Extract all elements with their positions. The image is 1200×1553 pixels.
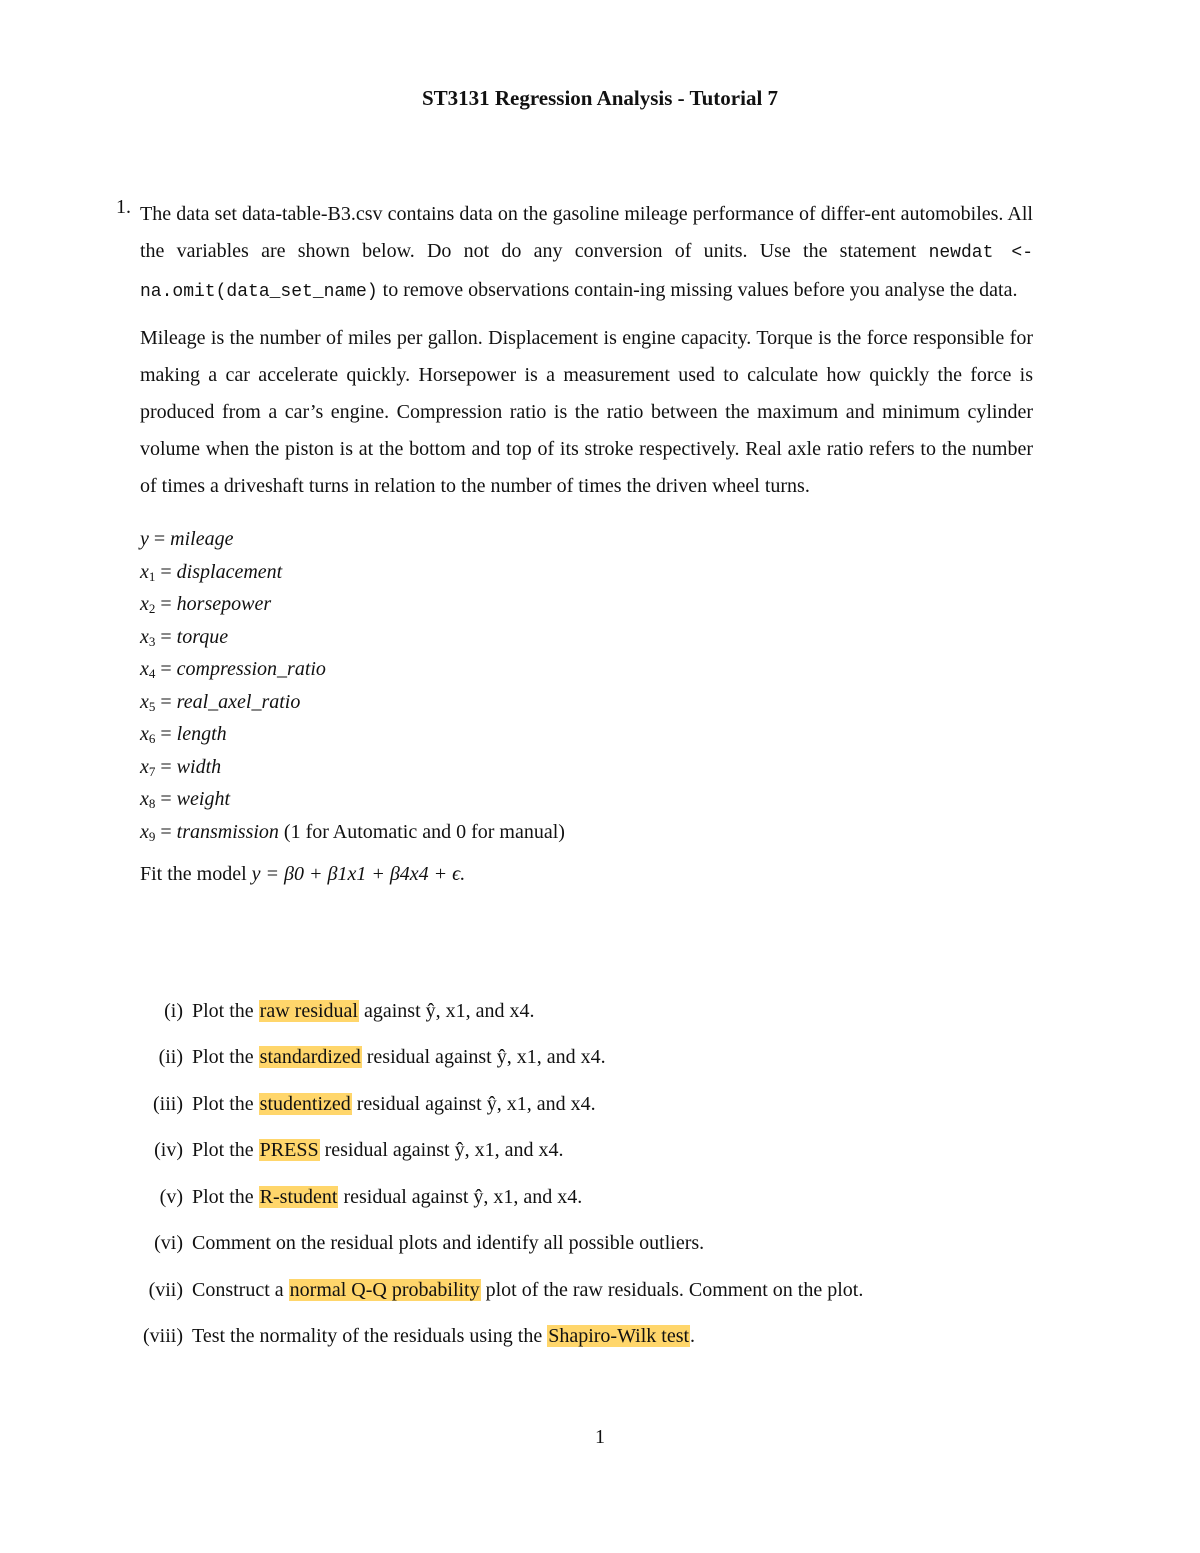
subpart-label: (iii) bbox=[153, 1093, 183, 1115]
subpart-vi bbox=[0, 1228, 1100, 1258]
subpart-text: . bbox=[690, 1325, 696, 1347]
var-note: (1 for Automatic and 0 for manual) bbox=[283, 820, 565, 843]
subpart-v bbox=[0, 1182, 1100, 1212]
intro-text-a: The data set data-table-B3.csv contains data on the gasoline mileage performance of differ-ent automobiles. All the variables are shown below. Do not do any conversion of units. Use the statement bbox=[140, 203, 1033, 262]
subpart-vii bbox=[0, 1275, 1100, 1305]
var-subscript: 2 bbox=[148, 601, 156, 616]
var-name: torque bbox=[176, 625, 229, 648]
subpart-text: against ŷ, x1, and x4. bbox=[363, 1000, 535, 1022]
var-name: compression_ratio bbox=[176, 658, 326, 680]
highlight: normal Q-Q probability bbox=[289, 1279, 480, 1301]
intro-text-b: to remove observations contain-ing missing values before you analyse the data. bbox=[382, 279, 1018, 301]
definition-x7: $x_7$ = width bbox=[140, 755, 222, 779]
var-name: width bbox=[176, 755, 222, 778]
subpart-text: Plot the bbox=[192, 1000, 254, 1022]
definition-x8: $x_8$ = weight bbox=[140, 788, 231, 811]
question-body bbox=[140, 196, 1033, 890]
var-subscript: 4 bbox=[148, 666, 156, 681]
highlight: studentized bbox=[259, 1093, 351, 1115]
var-subscript: 8 bbox=[148, 796, 156, 811]
var-name: horsepower bbox=[176, 593, 272, 615]
var-subscript: 9 bbox=[148, 828, 156, 844]
subpart-i bbox=[0, 996, 1100, 1026]
model-prefix: Fit the model bbox=[140, 863, 247, 885]
question-number: 1. bbox=[116, 196, 131, 218]
var-subscript: 7 bbox=[148, 763, 156, 779]
definition-x6: $x_6$ = length bbox=[140, 723, 227, 746]
var-name: weight bbox=[176, 788, 231, 810]
definition-x9: $x_9$ = transmission (1 for Automatic and 0 for manual) bbox=[140, 820, 565, 844]
highlight: PRESS bbox=[259, 1139, 319, 1161]
var-symbol: x bbox=[140, 788, 149, 810]
subpart-iv bbox=[0, 1135, 1100, 1165]
var-symbol: x bbox=[140, 593, 149, 615]
model-equation: y = β0 + β1x1 + β4x4 + ϵ. bbox=[251, 863, 466, 885]
subpart-text: Construct a bbox=[192, 1279, 284, 1301]
subpart-ii bbox=[0, 1042, 1100, 1072]
subpart-iii bbox=[0, 1089, 1100, 1119]
var-subscript: 3 bbox=[148, 633, 156, 649]
subpart-label: (ii) bbox=[158, 1046, 183, 1068]
definition-x2: $x_2$ = horsepower bbox=[140, 593, 272, 616]
subpart-text: Comment on the residual plots and identify all possible outliers. bbox=[192, 1232, 705, 1254]
subpart-text: residual against ŷ, x1, and x4. bbox=[343, 1186, 583, 1208]
var-subscript: 6 bbox=[148, 731, 156, 746]
subpart-text: Plot the bbox=[192, 1046, 254, 1068]
var-symbol: x bbox=[140, 625, 149, 648]
intro-paragraph bbox=[140, 196, 1033, 311]
highlight: Shapiro-Wilk test bbox=[548, 1325, 690, 1347]
subpart-text: residual against ŷ, x1, and x4. bbox=[324, 1139, 564, 1161]
var-name: real_axel_ratio bbox=[176, 690, 301, 713]
code-statement: newdat <- na.omit(data_set_name) bbox=[140, 243, 1034, 302]
definition-y: y = mileage bbox=[140, 528, 234, 550]
model-statement bbox=[140, 858, 1033, 890]
subpart-text: plot of the raw residuals. Comment on the plot. bbox=[485, 1279, 864, 1301]
subpart-label: (viii) bbox=[143, 1325, 183, 1347]
var-symbol: x bbox=[140, 690, 149, 713]
subpart-text: residual against ŷ, x1, and x4. bbox=[356, 1093, 596, 1115]
subpart-label: (vii) bbox=[148, 1279, 183, 1301]
var-symbol: x bbox=[140, 755, 149, 778]
highlight: raw residual bbox=[259, 1000, 358, 1022]
subpart-text: Plot the bbox=[192, 1093, 254, 1115]
var-subscript: 1 bbox=[148, 568, 156, 584]
definition-x1: $x_1$ = displacement bbox=[140, 560, 283, 584]
subpart-viii bbox=[0, 1321, 1100, 1351]
document-title: ST3131 Regression Analysis - Tutorial 7 bbox=[421, 86, 779, 110]
definition-x5: $x_5$ = real_axel_ratio bbox=[140, 690, 301, 714]
variable-definitions bbox=[140, 523, 1033, 848]
var-name: length bbox=[176, 723, 227, 745]
page-number: 1 bbox=[595, 1426, 605, 1448]
subpart-label: (vi) bbox=[154, 1232, 183, 1254]
var-symbol: x bbox=[140, 658, 149, 680]
var-symbol: x bbox=[140, 560, 149, 583]
highlight: standardized bbox=[259, 1046, 361, 1068]
definition-x3: $x_3$ = torque bbox=[140, 625, 229, 649]
highlight: R-student bbox=[259, 1186, 338, 1208]
var-name: displacement bbox=[176, 560, 283, 583]
subpart-text: Plot the bbox=[192, 1186, 254, 1208]
subpart-text: Test the normality of the residuals using the bbox=[192, 1325, 543, 1347]
var-symbol: x bbox=[140, 820, 149, 843]
definition-x4: $x_4$ = compression_ratio bbox=[140, 658, 326, 681]
subpart-label: (v) bbox=[159, 1186, 183, 1208]
subpart-label: (i) bbox=[164, 1000, 183, 1022]
var-subscript: 5 bbox=[148, 698, 156, 714]
subpart-label: (iv) bbox=[154, 1139, 183, 1161]
subpart-text: Plot the bbox=[192, 1139, 254, 1161]
var-name: transmission bbox=[176, 820, 279, 843]
var-symbol: x bbox=[140, 723, 149, 745]
var-symbol: y bbox=[140, 528, 149, 550]
var-name: mileage bbox=[170, 528, 234, 550]
definitions-paragraph: Mileage is the number of miles per gallon. Displacement is engine capacity. Torque is the force responsible for making a car accelerate quickly. Horsepower is a measurement used to calculate how quickly the force is produced from a car’s engine. Compression ratio is the ratio between the maximum and minimum cylinder volume when the piston is at the bottom and top of its stroke respectively. Real axle ratio refers to the number of times a driveshaft turns in relation to the number of times the driven wheel turns. bbox=[140, 327, 1033, 497]
subpart-text: residual against ŷ, x1, and x4. bbox=[366, 1046, 606, 1068]
